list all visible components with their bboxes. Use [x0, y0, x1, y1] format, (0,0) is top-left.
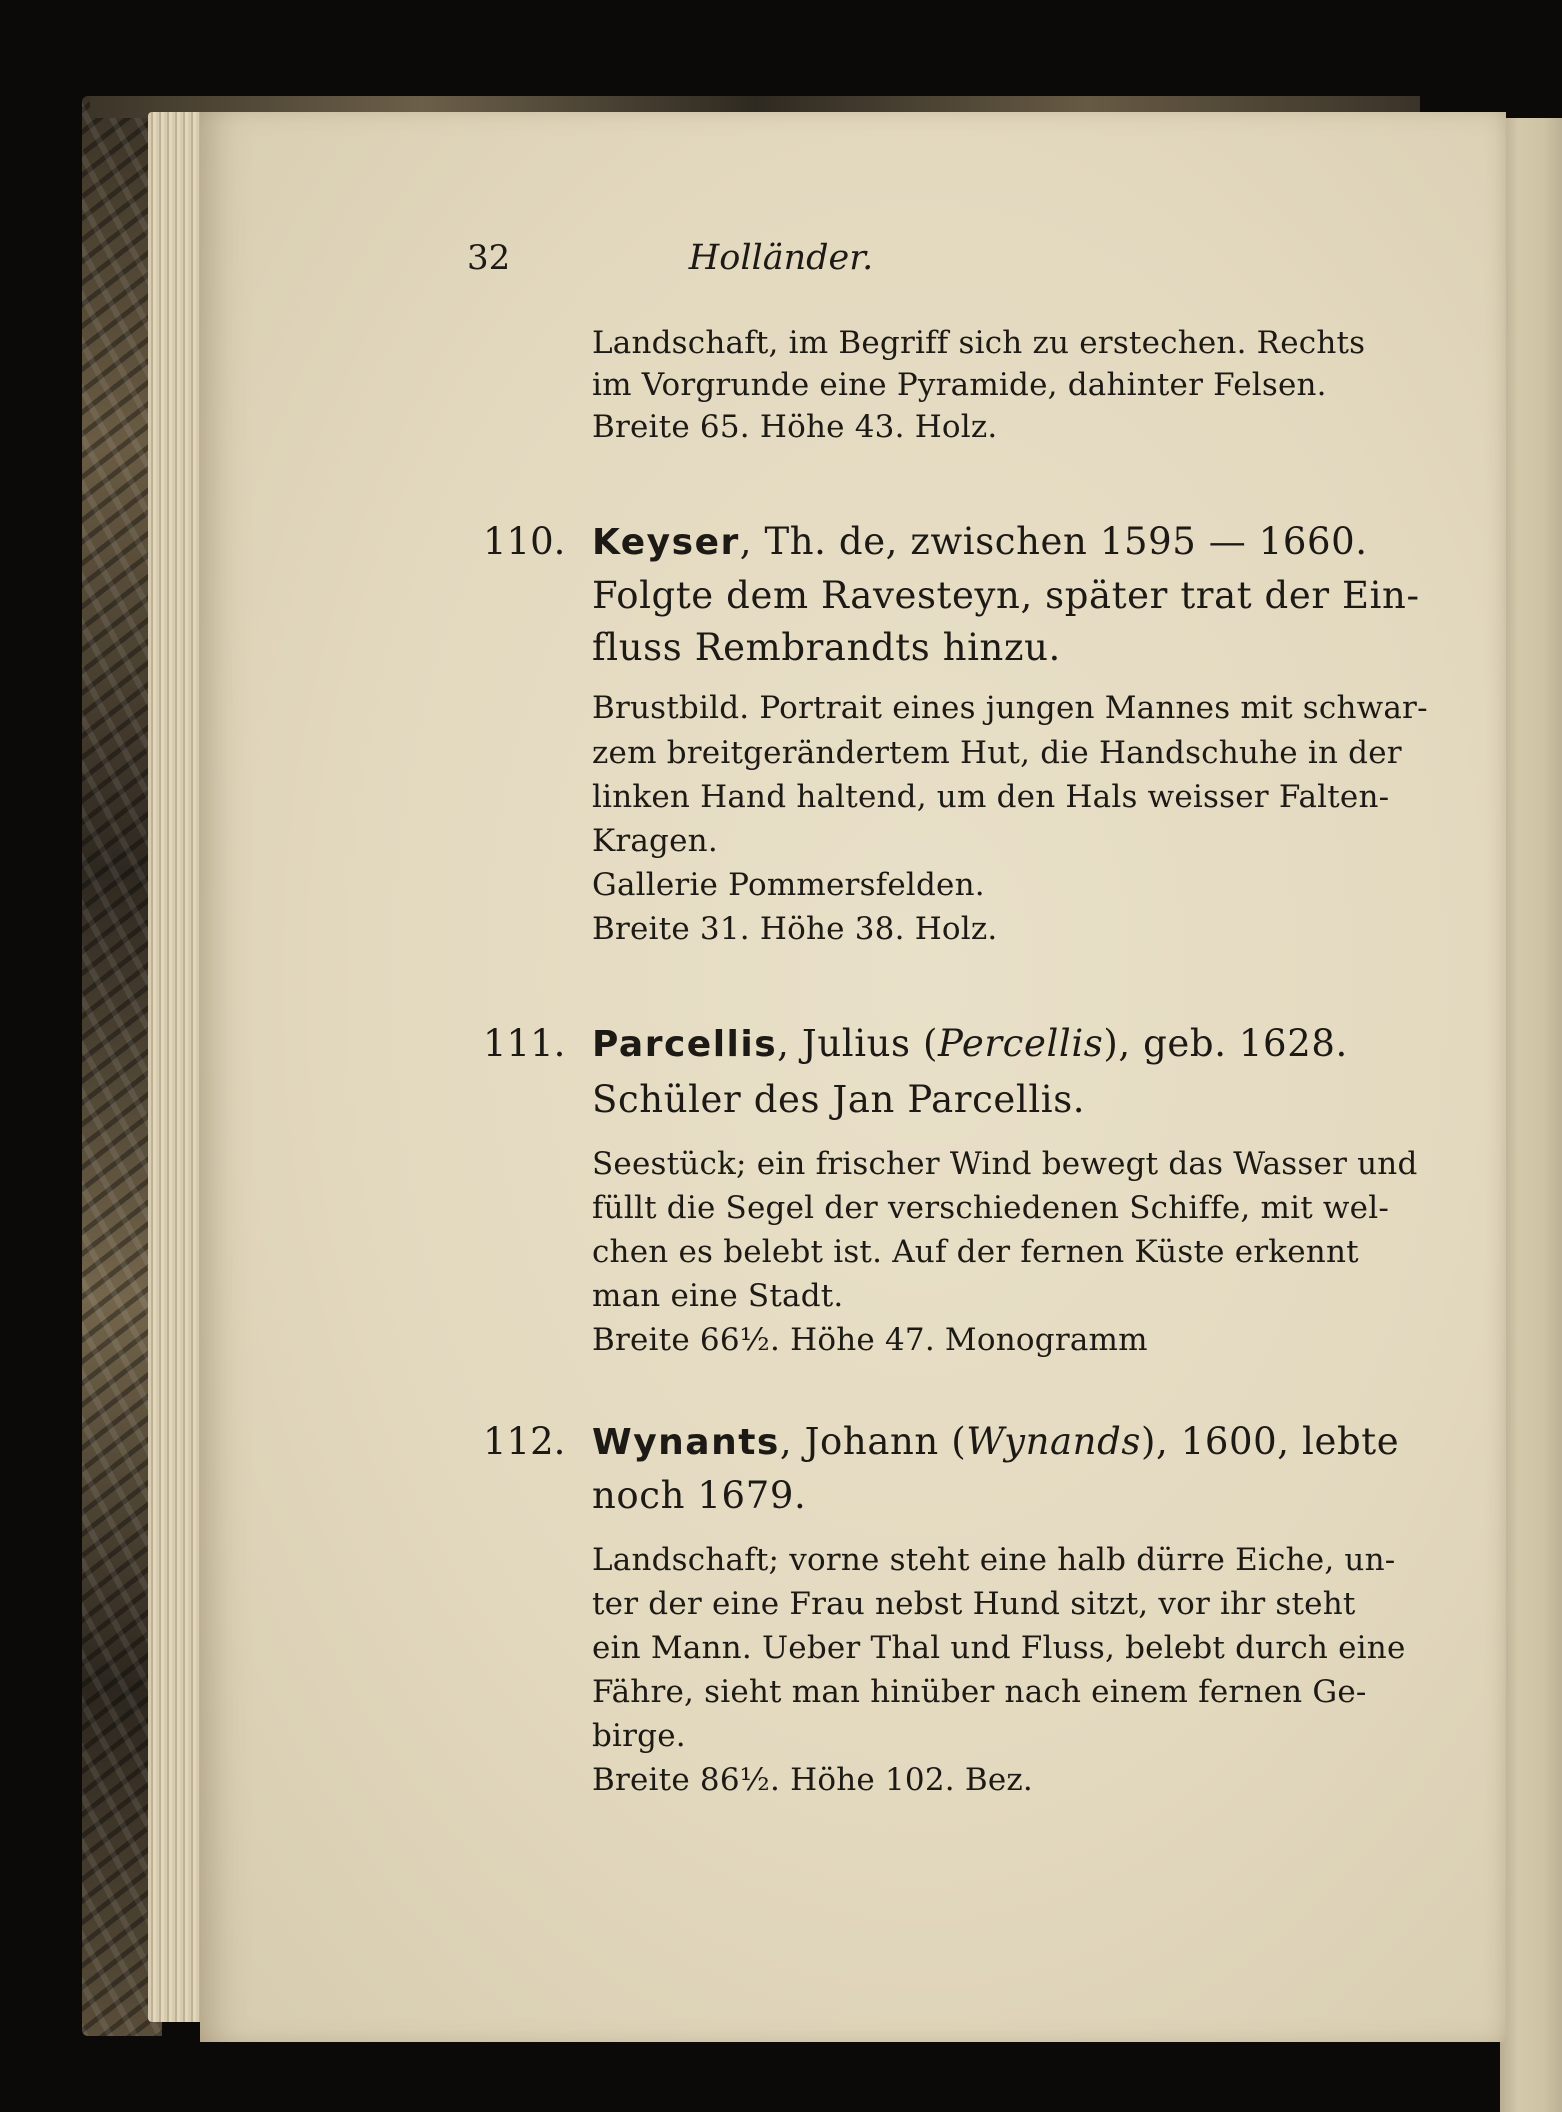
artist-name: Keyser: [592, 522, 740, 563]
desc-line: linken Hand haltend, um den Hals weisser Falten-: [592, 779, 1390, 815]
entry-heading: [592, 1420, 1399, 1463]
page-number: 32: [467, 238, 511, 278]
right-page-edge: [1500, 118, 1562, 2112]
entry-number: 110.: [483, 520, 566, 563]
desc-line: Breite 31. Höhe 38. Holz.: [592, 911, 998, 947]
desc-line: chen es belebt ist. Auf der fernen Küste erkennt: [592, 1234, 1359, 1270]
heading-rest: , Th. de, zwischen 1595 — 1660.: [739, 520, 1368, 563]
bio-line: noch 1679.: [592, 1474, 807, 1517]
alt-name: Wynands: [966, 1420, 1141, 1463]
desc-line: Breite 86½. Höhe 102. Bez.: [592, 1762, 1033, 1798]
desc-line: füllt die Segel der verschiedenen Schiffe, mit wel-: [592, 1190, 1390, 1226]
alt-name: Percellis: [938, 1022, 1104, 1065]
desc-line: Seestück; ein frischer Wind bewegt das Wasser und: [592, 1146, 1418, 1182]
desc-line: birge.: [592, 1718, 686, 1754]
entry-number: 111.: [483, 1022, 566, 1065]
bio-line: fluss Rembrandts hinzu.: [592, 626, 1061, 669]
intro-line: Breite 65. Höhe 43. Holz.: [592, 409, 998, 445]
entry-heading: [592, 1022, 1348, 1065]
intro-line: im Vorgrunde eine Pyramide, dahinter Felsen.: [592, 367, 1327, 403]
desc-line: Fähre, sieht man hinüber nach einem fernen Ge-: [592, 1674, 1367, 1710]
desc-line: Breite 66½. Höhe 47. Monogramm: [592, 1322, 1148, 1358]
desc-line: Kragen.: [592, 823, 718, 859]
heading-mid: , Johann (: [779, 1420, 967, 1463]
entry-heading: [592, 520, 1368, 563]
artist-name: Wynants: [592, 1422, 780, 1463]
desc-line: Gallerie Pommersfelden.: [592, 867, 985, 903]
heading-rest: ), geb. 1628.: [1103, 1022, 1348, 1065]
artist-name: Parcellis: [592, 1024, 778, 1065]
desc-line: ein Mann. Ueber Thal und Fluss, belebt durch eine: [592, 1630, 1406, 1666]
desc-line: Landschaft; vorne steht eine halb dürre Eiche, un-: [592, 1542, 1396, 1578]
heading-mid: , Julius (: [777, 1022, 939, 1065]
intro-line: Landschaft, im Begriff sich zu erstechen. Rechts: [592, 325, 1366, 361]
heading-rest: ), 1600, lebte: [1140, 1420, 1400, 1463]
bio-line: Folgte dem Ravesteyn, später trat der Ein-: [592, 574, 1420, 617]
entry-number: 112.: [483, 1420, 566, 1463]
desc-line: ter der eine Frau nebst Hund sitzt, vor ihr steht: [592, 1586, 1356, 1622]
desc-line: zem breitgerändertem Hut, die Handschuhe in der: [592, 735, 1402, 771]
bio-line: Schüler des Jan Parcellis.: [592, 1078, 1086, 1121]
running-title: Holländer.: [688, 238, 874, 278]
desc-line: man eine Stadt.: [592, 1278, 844, 1314]
desc-line: Brustbild. Portrait eines jungen Mannes mit schwar-: [592, 690, 1428, 726]
